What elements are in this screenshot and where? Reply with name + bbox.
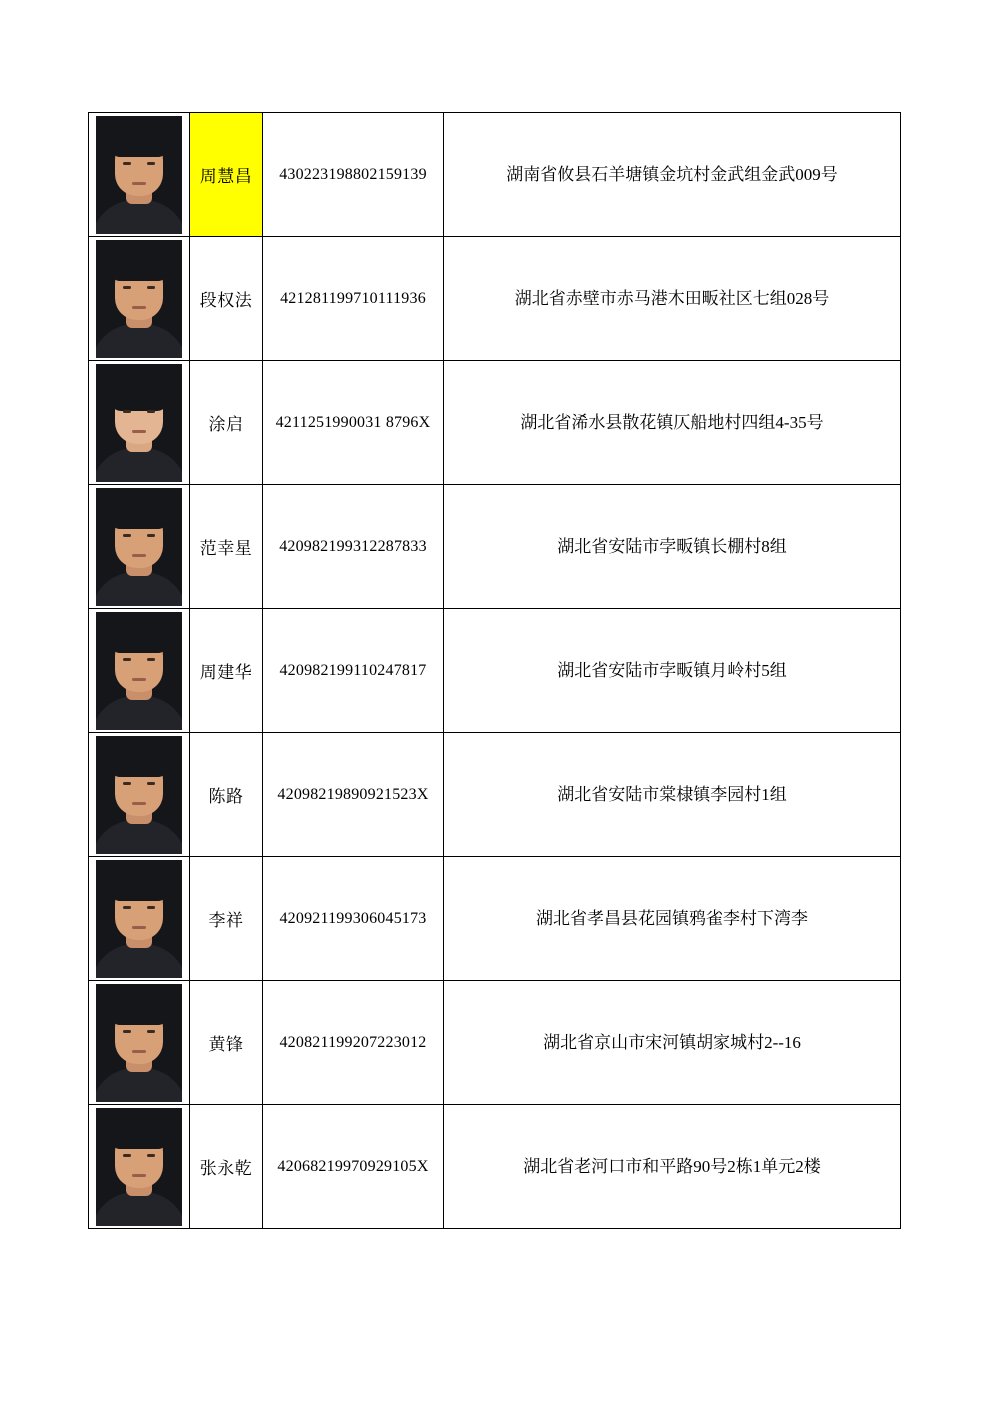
hair-shape [112, 749, 166, 777]
mouth-shape [132, 926, 146, 929]
mouth-shape [132, 182, 146, 185]
left-eye-shape [123, 534, 131, 537]
portrait-photo [96, 116, 182, 234]
person-address: 湖北省老河口市和平路90号2栋1单元2楼 [444, 1105, 901, 1229]
person-name: 涂启 [190, 361, 263, 485]
table-row [89, 237, 901, 361]
right-eye-shape [147, 782, 155, 785]
left-eye-shape [123, 286, 131, 289]
portrait-photo-cell [89, 361, 190, 485]
person-address: 湖北省孝昌县花园镇鸦雀李村下湾李 [444, 857, 901, 981]
portrait-photo [96, 364, 182, 482]
person-id-number: 420982199312287833 [263, 485, 444, 609]
table-row [89, 1105, 901, 1229]
person-name: 周建华 [190, 609, 263, 733]
hair-shape [112, 501, 166, 529]
hair-shape [110, 377, 168, 411]
portrait-photo-cell [89, 237, 190, 361]
person-id-number: 420921199306045173 [263, 857, 444, 981]
person-address: 湖北省安陆市孛畈镇月岭村5组 [444, 609, 901, 733]
hair-shape [112, 253, 166, 281]
person-address: 湖北省安陆市孛畈镇长棚村8组 [444, 485, 901, 609]
table-row [89, 485, 901, 609]
portrait-photo [96, 488, 182, 606]
portrait-photo-cell [89, 733, 190, 857]
person-address: 湖南省攸县石羊塘镇金坑村金武组金武009号 [444, 113, 901, 237]
person-id-number: 42068219970929105X [263, 1105, 444, 1229]
mouth-shape [132, 554, 146, 557]
person-address: 湖北省安陆市棠棣镇李园村1组 [444, 733, 901, 857]
mouth-shape [132, 678, 146, 681]
mouth-shape [132, 1174, 146, 1177]
portrait-photo [96, 736, 182, 854]
table-row [89, 361, 901, 485]
portrait-photo-cell [89, 981, 190, 1105]
person-name: 陈路 [190, 733, 263, 857]
right-eye-shape [147, 162, 155, 165]
portrait-photo [96, 1108, 182, 1226]
hair-shape [112, 997, 166, 1025]
left-eye-shape [123, 410, 131, 413]
person-address: 湖北省京山市宋河镇胡家城村2--16 [444, 981, 901, 1105]
left-eye-shape [123, 782, 131, 785]
person-name: 张永乾 [190, 1105, 263, 1229]
person-name: 段权法 [190, 237, 263, 361]
mouth-shape [132, 802, 146, 805]
portrait-photo-cell [89, 857, 190, 981]
left-eye-shape [123, 162, 131, 165]
left-eye-shape [123, 1030, 131, 1033]
person-records-table [88, 112, 901, 1229]
person-address: 湖北省赤壁市赤马港木田畈社区七组028号 [444, 237, 901, 361]
portrait-photo [96, 860, 182, 978]
mouth-shape [132, 1050, 146, 1053]
portrait-photo-cell [89, 609, 190, 733]
table-row [89, 857, 901, 981]
person-id-number: 420821199207223012 [263, 981, 444, 1105]
person-name: 黄锋 [190, 981, 263, 1105]
person-id-number: 420982199110247817 [263, 609, 444, 733]
right-eye-shape [147, 658, 155, 661]
person-address: 湖北省浠水县散花镇仄船地村四组4-35号 [444, 361, 901, 485]
table-row [89, 981, 901, 1105]
person-id-number: 430223198802159139 [263, 113, 444, 237]
person-id-number: 42098219890921523X [263, 733, 444, 857]
portrait-photo [96, 984, 182, 1102]
table-row [89, 113, 901, 237]
hair-shape [112, 625, 166, 653]
left-eye-shape [123, 906, 131, 909]
mouth-shape [132, 306, 146, 309]
hair-shape [112, 1121, 166, 1149]
right-eye-shape [147, 410, 155, 413]
person-name: 周慧昌 [190, 113, 263, 237]
mouth-shape [132, 430, 146, 433]
person-name: 范幸星 [190, 485, 263, 609]
table-body [89, 113, 901, 1229]
hair-shape [112, 129, 166, 157]
right-eye-shape [147, 286, 155, 289]
portrait-photo-cell [89, 113, 190, 237]
right-eye-shape [147, 1030, 155, 1033]
portrait-photo-cell [89, 485, 190, 609]
right-eye-shape [147, 534, 155, 537]
left-eye-shape [123, 1154, 131, 1157]
hair-shape [112, 873, 166, 901]
left-eye-shape [123, 658, 131, 661]
table-row [89, 733, 901, 857]
person-id-number: 4211251990031 8796X [263, 361, 444, 485]
person-name: 李祥 [190, 857, 263, 981]
portrait-photo [96, 612, 182, 730]
right-eye-shape [147, 906, 155, 909]
right-eye-shape [147, 1154, 155, 1157]
portrait-photo-cell [89, 1105, 190, 1229]
table-row [89, 609, 901, 733]
person-id-number: 421281199710111936 [263, 237, 444, 361]
portrait-photo [96, 240, 182, 358]
